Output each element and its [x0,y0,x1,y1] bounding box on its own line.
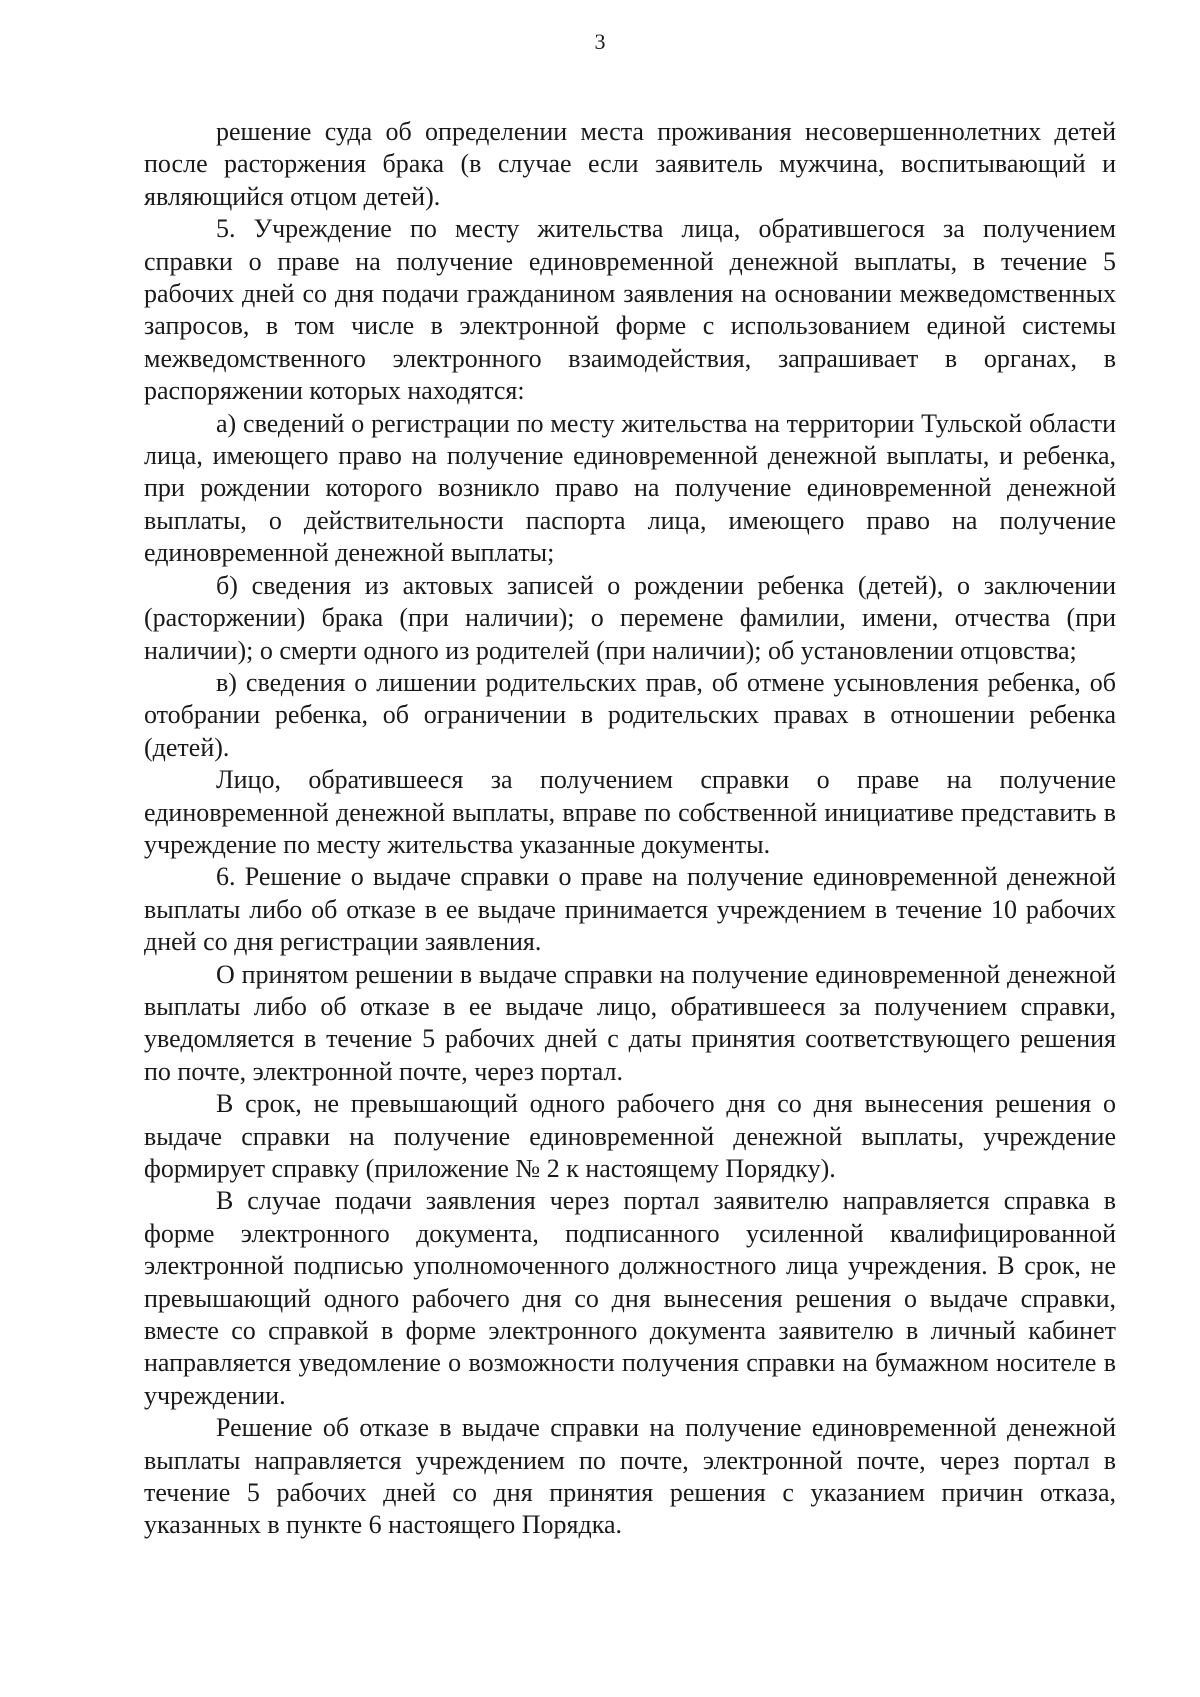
paragraph-own-initiative: Лицо, обратившееся за получением справки о праве на получение единовременной денежной выплаты, вправе по собственной инициативе представить в учреждение по месту жительства указанные документы. [144,765,1116,859]
paragraph-clause-5-b: б) сведения из актовых записей о рождении ребенка (детей), о заключении (расторжении) брака (при наличии); о перемене фамилии, имени, отчества (при наличии); о смерти одного из родителей (при наличии); об установлении отцовства; [144,570,1116,665]
page-number: 3 [594,29,606,54]
paragraph-clause-5-v: в) сведения о лишении родительских прав, об отмене усыновления ребенка, об отобрании ребенка, об ограничении в родительских правах в отношении ребенка (детей). [144,667,1116,762]
paragraph-certificate-formation: В срок, не превышающий одного рабочего дня со дня вынесения решения о выдаче справки на получение единовременной денежной выплаты, учреждение формирует справку (приложение № 2 к настоящему Порядку). [144,1089,1116,1183]
paragraph-clause-6: 6. Решение о выдаче справки о праве на получение единовременной денежной выплаты либо об отказе в ее выдаче принимается учреждением в течение 10 рабочих дней со дня регистрации заявления. [144,862,1116,957]
paragraph-court-decision: решение суда об определении места проживания несовершеннолетних детей после расторжения брака (в случае если заявитель мужчина, воспитывающий и являющийся отцом детей). [144,117,1116,211]
paragraph-clause-5-a: а) сведений о регистрации по месту жительства на территории Тульской области лица, имеющего право на получение единовременной денежной выплаты, и ребенка, при рождении которого возникло право на получение единовременной денежной выплаты, о действительности паспорта лица, имеющего право на получение единовременной денежной выплаты; [144,408,1116,568]
paragraph-refusal: Решение об отказе в выдаче справки на получение единовременной денежной выплаты направляется учреждением по почте, электронной почте, через портал в течение 5 рабочих дней со дня принятия решения с указанием причин отказа, указанных в пункте 6 настоящего Порядка. [144,1413,1116,1540]
document-body [144,116,1116,1542]
paragraph-portal-submission: В случае подачи заявления через портал заявителю направляется справка в форме электронного документа, подписанного усиленной квалифицированной электронной подписью уполномоченного должностного лица учреждения. В срок, не превышающий одного рабочего дня со дня вынесения решения о выдаче справки, вместе со справкой в форме электронного документа заявителю в личный кабинет направляется уведомление о возможности получения справки на бумажном носителе в учреждении. [144,1186,1116,1410]
paragraph-notification: О принятом решении в выдаче справки на получение единовременной денежной выплаты либо об отказе в ее выдаче лицо, обратившееся за получением справки, уведомляется в течение 5 рабочих дней с даты принятия соответствующего решения по почте, электронной почте, через портал. [144,959,1116,1086]
paragraph-clause-5: 5. Учреждение по месту жительства лица, обратившегося за получением справки о праве на получение единовременной денежной выплаты, в течение 5 рабочих дней со дня подачи гражданином заявления на основании межведомственных запросов, в том числе в электронной форме с использованием единой системы межведомственного электронного взаимодействия, запрашивает в органах, в распоряжении которых находятся: [144,214,1116,406]
